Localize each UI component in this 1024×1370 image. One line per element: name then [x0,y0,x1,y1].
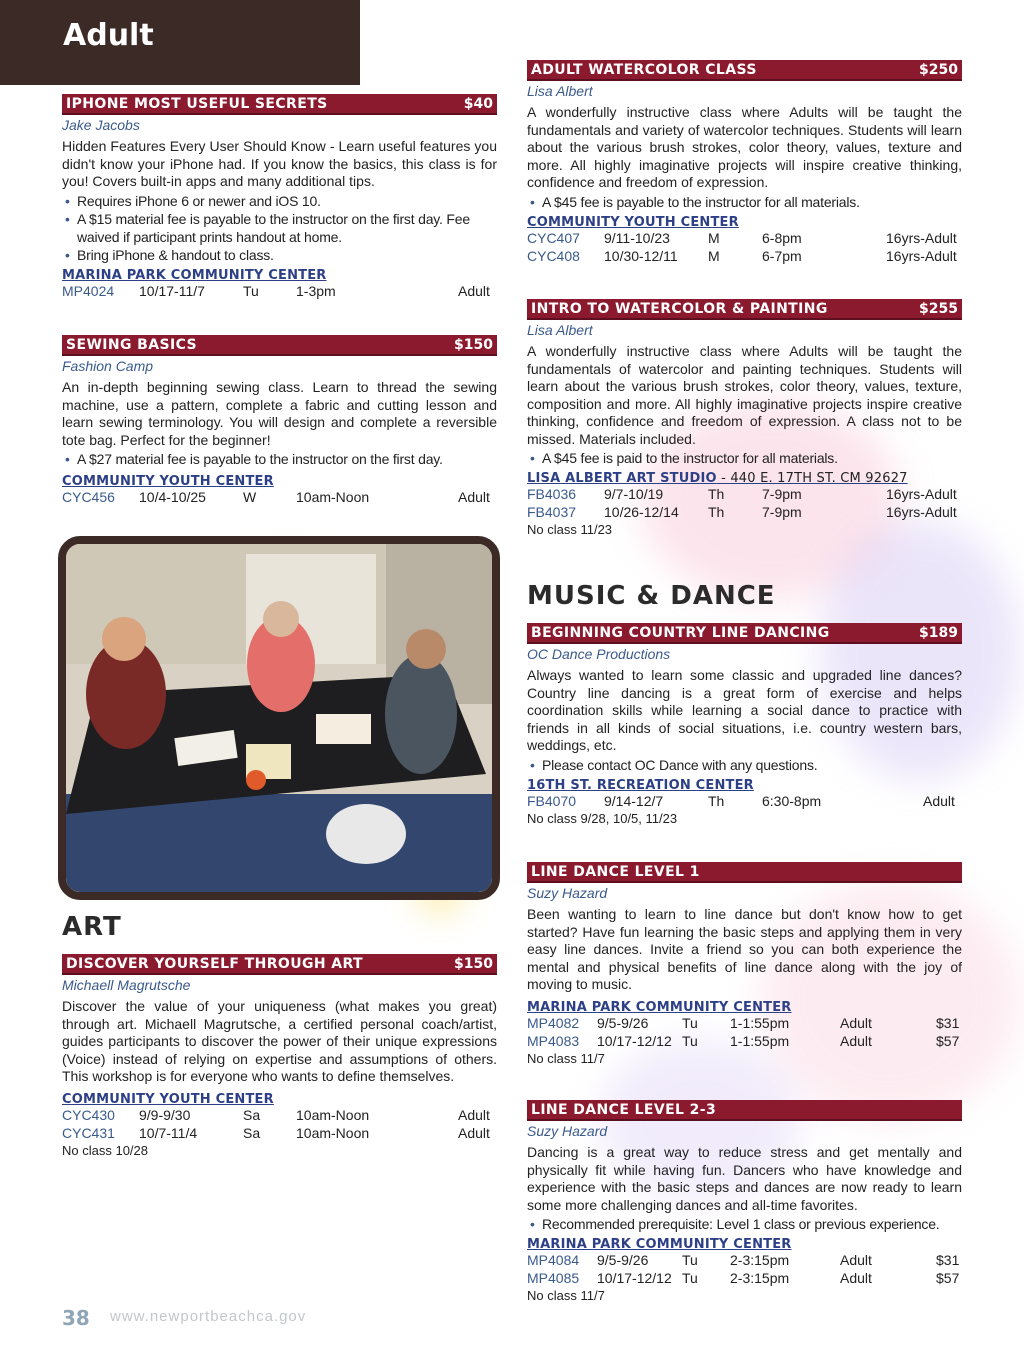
class-day: Th [708,792,725,809]
class-title: IPHONE MOST USEFUL SECRETS [66,95,328,112]
instructor: Suzy Hazard [527,885,608,901]
class-day: Sa [243,1124,261,1141]
note: • A $15 material fee is payable to the instructor on the first day. Fee waived if participant prints handout at home. [62,210,497,246]
schedule-row [527,1252,962,1270]
instructor: Fashion Camp [62,358,154,374]
class-dates: 9/5-9/26 [597,1014,649,1031]
class-age: 16yrs-Adult [886,486,957,502]
no-class-note: No class 11/23 [527,522,613,537]
venue [527,471,962,486]
class-age: Adult [923,792,955,809]
class-day: Tu [682,1014,698,1031]
schedule-row [527,248,962,266]
class-age: Adult [840,1014,872,1031]
class-title: LINE DANCE LEVEL 2-3 [531,1101,717,1118]
class-title: INTRO TO WATERCOLOR & PAINTING [531,300,828,317]
class-code[interactable]: MP4085 [527,1270,580,1286]
class-day: M [708,229,720,246]
class-description: Hidden Features Every User Should Know - Learn useful features you didn't know your iPhone had. If you know the basics, this class is for you! Covers built-in apps and many additional tips. [62,138,497,189]
class-header [527,60,962,81]
class-watercolor [527,60,962,266]
instructor: Lisa Albert [527,83,593,99]
no-class-note: No class 11/7 [527,1288,605,1303]
class-line-dance-2-3 [527,1100,962,1303]
class-age: Adult [840,1270,872,1286]
class-sewing [62,335,497,507]
class-time: 6-8pm [762,229,802,246]
class-header [527,862,962,883]
class-title: BEGINNING COUNTRY LINE DANCING [531,624,830,641]
class-dates: 10/26-12/14 [604,504,679,520]
class-intro-watercolor [527,299,962,537]
class-price: $250 [919,61,958,78]
note: • Please contact OC Dance with any questions. [527,756,962,774]
class-header [62,94,497,115]
class-dates: 10/17-11/7 [139,282,205,299]
venue-link[interactable]: 16TH ST. RECREATION CENTER [527,777,754,793]
class-header [527,623,962,644]
class-notes [527,756,962,774]
class-code[interactable]: CYC407 [527,229,580,246]
schedule-row [62,1125,497,1143]
class-code[interactable]: FB4070 [527,792,577,809]
class-title: ADULT WATERCOLOR CLASS [531,61,757,78]
class-age: Adult [840,1032,872,1049]
class-description: Been wanting to learn to line dance but don't know how to get started? Have fun learning the basic steps and applying them in very easy line dances. Invite a friend so you can both experience the mental and physical benefits of line dance along with the joy of moving to music. [527,906,962,992]
class-age: 16yrs-Adult [886,504,957,520]
art-class-illustration [66,544,492,892]
class-day: Th [708,486,725,502]
section-tab [0,0,360,85]
class-price: $189 [919,624,958,641]
class-time: 10am-Noon [296,489,370,505]
class-code[interactable]: CYC408 [527,247,580,264]
instructor: Lisa Albert [527,322,593,338]
class-day: Tu [682,1252,698,1268]
class-price: $255 [919,300,958,317]
class-fee: $57 [936,1270,960,1286]
class-description: A wonderfully instructive class where Adults will be taught the fundamentals and variety of watercolor techniques. Students will learn about the various brush strokes, color theory, values, texture and more. All highly imaginative projects will inspire creative thinking, confidence and freedom of expression. [527,104,962,190]
note: • Requires iPhone 6 or newer and iOS 10. [62,192,497,210]
class-time: 10am-Noon [296,1106,370,1123]
class-dates: 10/4-10/25 [139,489,206,505]
venue-link[interactable]: LISA ALBERT ART STUDIO [527,471,717,486]
schedule-row [62,283,497,301]
class-time: 7-9pm [762,504,802,520]
class-title: LINE DANCE LEVEL 1 [531,863,700,880]
section-heading-music: MUSIC & DANCE [527,581,776,611]
class-day: Sa [243,1106,261,1123]
note: • Recommended prerequisite: Level 1 class or previous experience. [527,1215,962,1233]
class-day: W [243,489,257,505]
class-dates: 10/17-12/12 [597,1270,672,1286]
class-day: Tu [682,1032,698,1049]
venue-address: - 440 E. 17TH ST. CM 92627 [716,471,908,486]
class-iphone [62,94,497,301]
class-dates: 9/11-10/23 [604,229,670,246]
schedule-row [527,230,962,248]
note: • A $45 fee is payable to the instructor for all materials. [527,193,962,211]
class-code[interactable]: MP4024 [62,282,115,299]
venue-link[interactable]: COMMUNITY YOUTH CENTER [62,1091,274,1107]
schedule-row [527,1033,962,1051]
no-class-note: No class 10/28 [62,1142,148,1158]
section-heading-art: ART [62,912,122,942]
class-title: SEWING BASICS [66,336,197,353]
class-description: A wonderfully instructive class where Adults will be taught the fundamentals of watercolor and painting techniques. Students will learn about the various brush strokes, color theory, values, texture, composition and more. All highly imaginative projects inspire creative thinking, confidence and freedom of expression. A class not to be missed. Materials included. [527,343,962,447]
class-age: Adult [458,1106,490,1123]
class-code[interactable]: MP4084 [527,1252,580,1268]
instructor: Michaell Magrutsche [62,977,191,993]
class-description: Dancing is a great way to reduce stress and get mentally and physically fit while having fun. Dancers who have knowledge and experience with the basic steps and dances are now ready to learn some more challenging dances and all-time favorites. [527,1144,962,1213]
schedule-row [527,793,962,811]
venue-link[interactable]: MARINA PARK COMMUNITY CENTER [527,1237,792,1252]
class-age: Adult [458,282,490,299]
class-day: Tu [243,282,259,299]
note: • A $45 fee is paid to the instructor for all materials. [527,449,962,467]
class-header [62,335,497,356]
class-dates: 9/5-9/26 [597,1252,649,1268]
class-day: Th [708,504,725,520]
schedule-row [62,489,497,507]
class-price: $150 [454,336,493,353]
class-code[interactable]: FB4036 [527,486,577,502]
class-time: 7-9pm [762,486,802,502]
class-code[interactable]: CYC456 [62,489,115,505]
schedule-row [527,1015,962,1033]
class-time: 1-1:55pm [730,1032,790,1049]
class-age: Adult [458,1124,490,1141]
class-age: 16yrs-Adult [886,247,957,264]
class-dates: 10/30-12/11 [604,247,678,264]
class-notes [527,1215,962,1233]
class-dates: 9/7-10/19 [604,486,664,502]
class-code[interactable]: MP4083 [527,1032,580,1049]
class-day: M [708,247,720,264]
class-description: Always wanted to learn some classic and upgraded line dances? Country line dancing is a great form of exercise and helps coordination skills while learning a social dance to practice with friends in all kinds of social situations, i.e. country western bars, weddings, etc. [527,667,962,753]
class-dates: 9/9-9/30 [139,1106,191,1123]
class-time: 10am-Noon [296,1124,370,1141]
schedule-row [527,504,962,522]
instructor: Suzy Hazard [527,1123,608,1139]
class-price: $40 [463,95,493,112]
class-fee: $57 [936,1032,960,1049]
class-age: 16yrs-Adult [886,229,957,246]
class-code[interactable]: MP4082 [527,1014,580,1031]
class-dates: 9/14-12/7 [604,792,664,809]
class-time: 1-3pm [296,282,336,299]
no-class-note: No class 11/7 [527,1050,605,1066]
class-code[interactable]: CYC431 [62,1124,115,1141]
class-code[interactable]: FB4037 [527,504,577,520]
class-header [527,1100,962,1121]
class-photo [58,536,500,900]
schedule-row [62,1107,497,1125]
venue-link[interactable]: MARINA PARK COMMUNITY CENTER [62,267,327,283]
schedule-row [527,1270,962,1288]
class-title: DISCOVER YOURSELF THROUGH ART [66,955,363,972]
class-notes [527,193,962,211]
class-age: Adult [458,489,490,505]
website-link[interactable]: www.newportbeachca.gov [110,1308,307,1325]
note: • A $27 material fee is payable to the instructor on the first day. [62,450,497,468]
class-dates: 10/7-11/4 [139,1124,198,1141]
class-dates: 10/17-12/12 [597,1032,672,1049]
instructor: OC Dance Productions [527,646,671,662]
class-country-line [527,623,962,826]
venue-link[interactable]: MARINA PARK COMMUNITY CENTER [527,999,792,1015]
no-class-note: No class 9/28, 10/5, 11/23 [527,810,678,826]
class-code[interactable]: CYC430 [62,1106,115,1123]
venue-link[interactable]: COMMUNITY YOUTH CENTER [527,214,739,230]
schedule-row [527,486,962,504]
venue-link[interactable]: COMMUNITY YOUTH CENTER [62,474,274,489]
class-notes [527,449,962,467]
class-notes [62,450,497,468]
class-time: 2-3:15pm [730,1270,790,1286]
class-time: 1-1:55pm [730,1014,790,1031]
class-description: An in-depth beginning sewing class. Learn to thread the sewing machine, use a pattern, complete a fabric and cutting lesson and learn sewing terminology. You will design and complete a reversible tote bag. Perfect for the beginner! [62,379,497,448]
page-number: 38 [62,1306,90,1330]
section-title: Adult [63,18,154,53]
class-header [62,954,497,975]
class-discover [62,954,497,1158]
class-line-dance-1 [527,862,962,1066]
class-fee: $31 [936,1252,960,1268]
class-price: $150 [454,955,493,972]
class-notes [62,192,497,264]
class-time: 6:30-8pm [762,792,822,809]
class-age: Adult [840,1252,872,1268]
note: • Bring iPhone & handout to class. [62,246,497,264]
class-fee: $31 [936,1014,960,1031]
class-description: Discover the value of your uniqueness (what makes you great) through art. Michaell Magrutsche, a certified personal coach/artist, guides participants to discover the power of their unique expressions (Voice) instead of relying on expertise and assumptions of others. This workshop is for everyone who wants to define themselves. [62,998,497,1084]
class-time: 6-7pm [762,247,802,264]
class-header [527,299,962,320]
class-time: 2-3:15pm [730,1252,790,1268]
instructor: Jake Jacobs [62,117,140,133]
class-day: Tu [682,1270,698,1286]
